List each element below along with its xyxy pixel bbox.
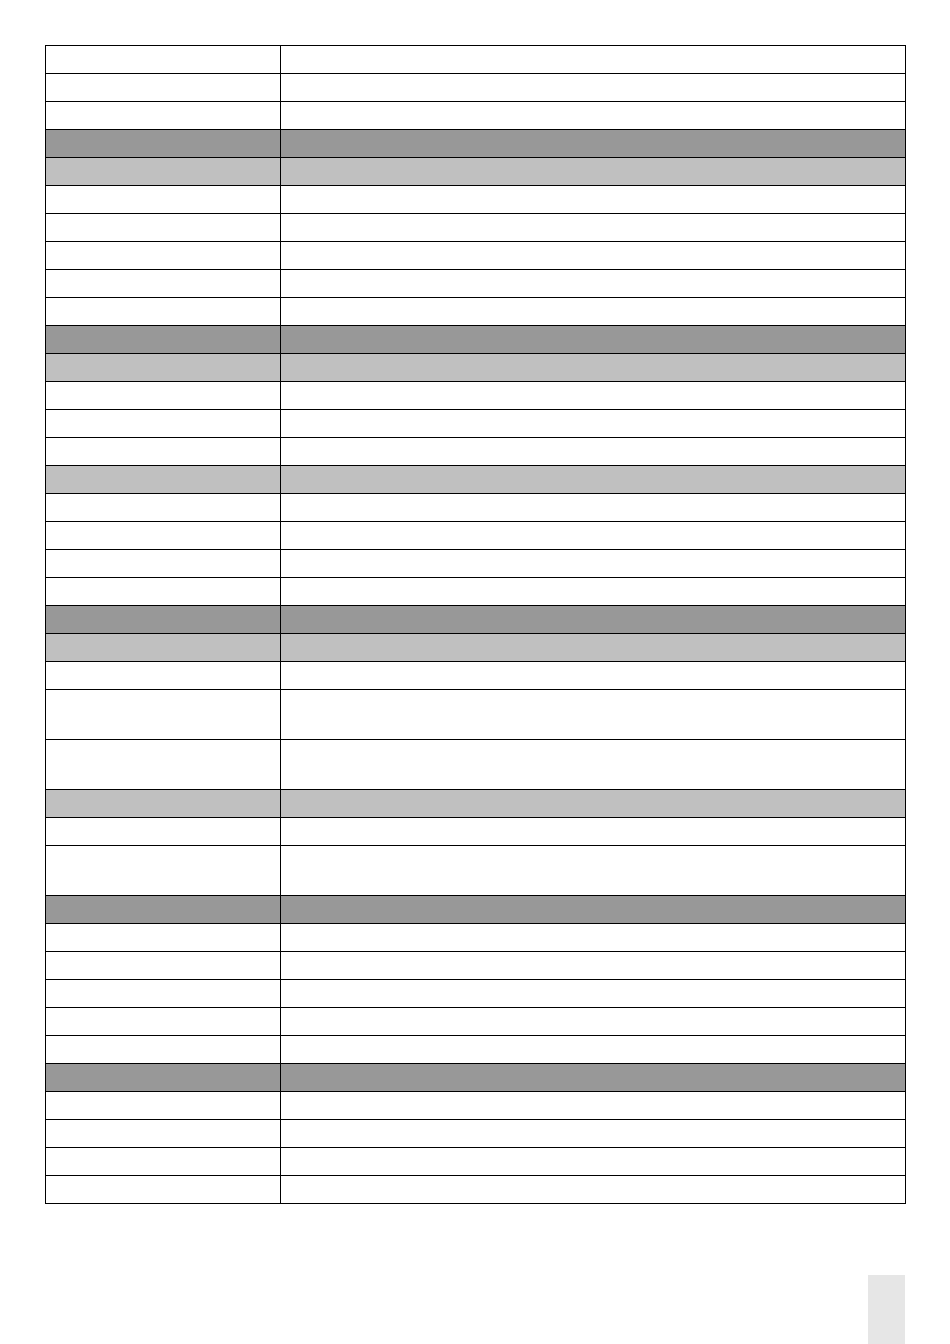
table-row: [46, 1120, 906, 1148]
row-value-cell: [281, 270, 906, 298]
row-value-cell: [281, 1148, 906, 1176]
row-label-cell: [46, 270, 281, 298]
row-label-cell: [46, 494, 281, 522]
spec-table: [45, 45, 906, 1204]
table-row: [46, 438, 906, 466]
row-value-cell: [281, 1176, 906, 1204]
row-value-cell: [281, 410, 906, 438]
row-value-cell: [281, 466, 906, 494]
row-value-cell: [281, 1036, 906, 1064]
spec-table-body: [46, 46, 906, 1204]
row-value-cell: [281, 186, 906, 214]
row-value-cell: [281, 924, 906, 952]
row-value-cell: [281, 1008, 906, 1036]
row-value-cell: [281, 1120, 906, 1148]
row-label-cell: [46, 818, 281, 846]
row-label-cell: [46, 1148, 281, 1176]
row-value-cell: [281, 606, 906, 634]
table-row: [46, 550, 906, 578]
row-label-cell: [46, 186, 281, 214]
row-value-cell: [281, 74, 906, 102]
row-label-cell: [46, 46, 281, 74]
row-label-cell: [46, 924, 281, 952]
row-value-cell: [281, 846, 906, 896]
row-label-cell: [46, 410, 281, 438]
row-value-cell: [281, 790, 906, 818]
table-row: [46, 846, 906, 896]
table-row: [46, 46, 906, 74]
row-label-cell: [46, 214, 281, 242]
row-value-cell: [281, 550, 906, 578]
row-value-cell: [281, 818, 906, 846]
row-value-cell: [281, 214, 906, 242]
row-label-cell: [46, 130, 281, 158]
table-row: [46, 1148, 906, 1176]
row-label-cell: [46, 158, 281, 186]
section-header-row: [46, 326, 906, 354]
row-label-cell: [46, 1120, 281, 1148]
table-row: [46, 578, 906, 606]
row-value-cell: [281, 896, 906, 924]
row-value-cell: [281, 438, 906, 466]
table-row: [46, 818, 906, 846]
section-header-row: [46, 896, 906, 924]
row-label-cell: [46, 846, 281, 896]
row-label-cell: [46, 690, 281, 740]
row-label-cell: [46, 326, 281, 354]
row-value-cell: [281, 952, 906, 980]
row-label-cell: [46, 790, 281, 818]
row-value-cell: [281, 354, 906, 382]
row-label-cell: [46, 1036, 281, 1064]
row-label-cell: [46, 382, 281, 410]
table-row: [46, 1008, 906, 1036]
table-row: [46, 214, 906, 242]
row-value-cell: [281, 1092, 906, 1120]
table-row: [46, 522, 906, 550]
row-label-cell: [46, 662, 281, 690]
section-header-row: [46, 606, 906, 634]
subsection-header-row: [46, 466, 906, 494]
row-value-cell: [281, 158, 906, 186]
subsection-header-row: [46, 354, 906, 382]
table-row: [46, 382, 906, 410]
row-label-cell: [46, 1064, 281, 1092]
row-value-cell: [281, 102, 906, 130]
row-value-cell: [281, 690, 906, 740]
row-value-cell: [281, 242, 906, 270]
table-row: [46, 298, 906, 326]
table-row: [46, 952, 906, 980]
row-label-cell: [46, 1092, 281, 1120]
row-label-cell: [46, 438, 281, 466]
subsection-header-row: [46, 158, 906, 186]
row-value-cell: [281, 130, 906, 158]
table-row: [46, 690, 906, 740]
table-row: [46, 1092, 906, 1120]
row-value-cell: [281, 522, 906, 550]
row-value-cell: [281, 326, 906, 354]
row-label-cell: [46, 952, 281, 980]
row-value-cell: [281, 1064, 906, 1092]
row-label-cell: [46, 242, 281, 270]
row-value-cell: [281, 494, 906, 522]
row-label-cell: [46, 550, 281, 578]
row-label-cell: [46, 740, 281, 790]
row-value-cell: [281, 382, 906, 410]
section-header-row: [46, 130, 906, 158]
row-label-cell: [46, 606, 281, 634]
table-row: [46, 270, 906, 298]
row-value-cell: [281, 298, 906, 326]
page-edge-tab: [868, 1275, 905, 1344]
table-row: [46, 494, 906, 522]
table-row: [46, 74, 906, 102]
row-label-cell: [46, 980, 281, 1008]
table-row: [46, 102, 906, 130]
row-label-cell: [46, 1008, 281, 1036]
row-value-cell: [281, 740, 906, 790]
row-label-cell: [46, 1176, 281, 1204]
table-row: [46, 740, 906, 790]
table-row: [46, 980, 906, 1008]
row-value-cell: [281, 980, 906, 1008]
row-label-cell: [46, 634, 281, 662]
subsection-header-row: [46, 634, 906, 662]
row-value-cell: [281, 46, 906, 74]
table-row: [46, 1036, 906, 1064]
table-row: [46, 410, 906, 438]
row-label-cell: [46, 896, 281, 924]
table-row: [46, 924, 906, 952]
table-row: [46, 662, 906, 690]
table-row: [46, 186, 906, 214]
row-label-cell: [46, 522, 281, 550]
row-label-cell: [46, 578, 281, 606]
row-label-cell: [46, 354, 281, 382]
table-row: [46, 1176, 906, 1204]
section-header-row: [46, 1064, 906, 1092]
subsection-header-row: [46, 790, 906, 818]
row-value-cell: [281, 662, 906, 690]
row-label-cell: [46, 466, 281, 494]
row-value-cell: [281, 634, 906, 662]
row-label-cell: [46, 102, 281, 130]
row-label-cell: [46, 298, 281, 326]
table-row: [46, 242, 906, 270]
row-value-cell: [281, 578, 906, 606]
row-label-cell: [46, 74, 281, 102]
